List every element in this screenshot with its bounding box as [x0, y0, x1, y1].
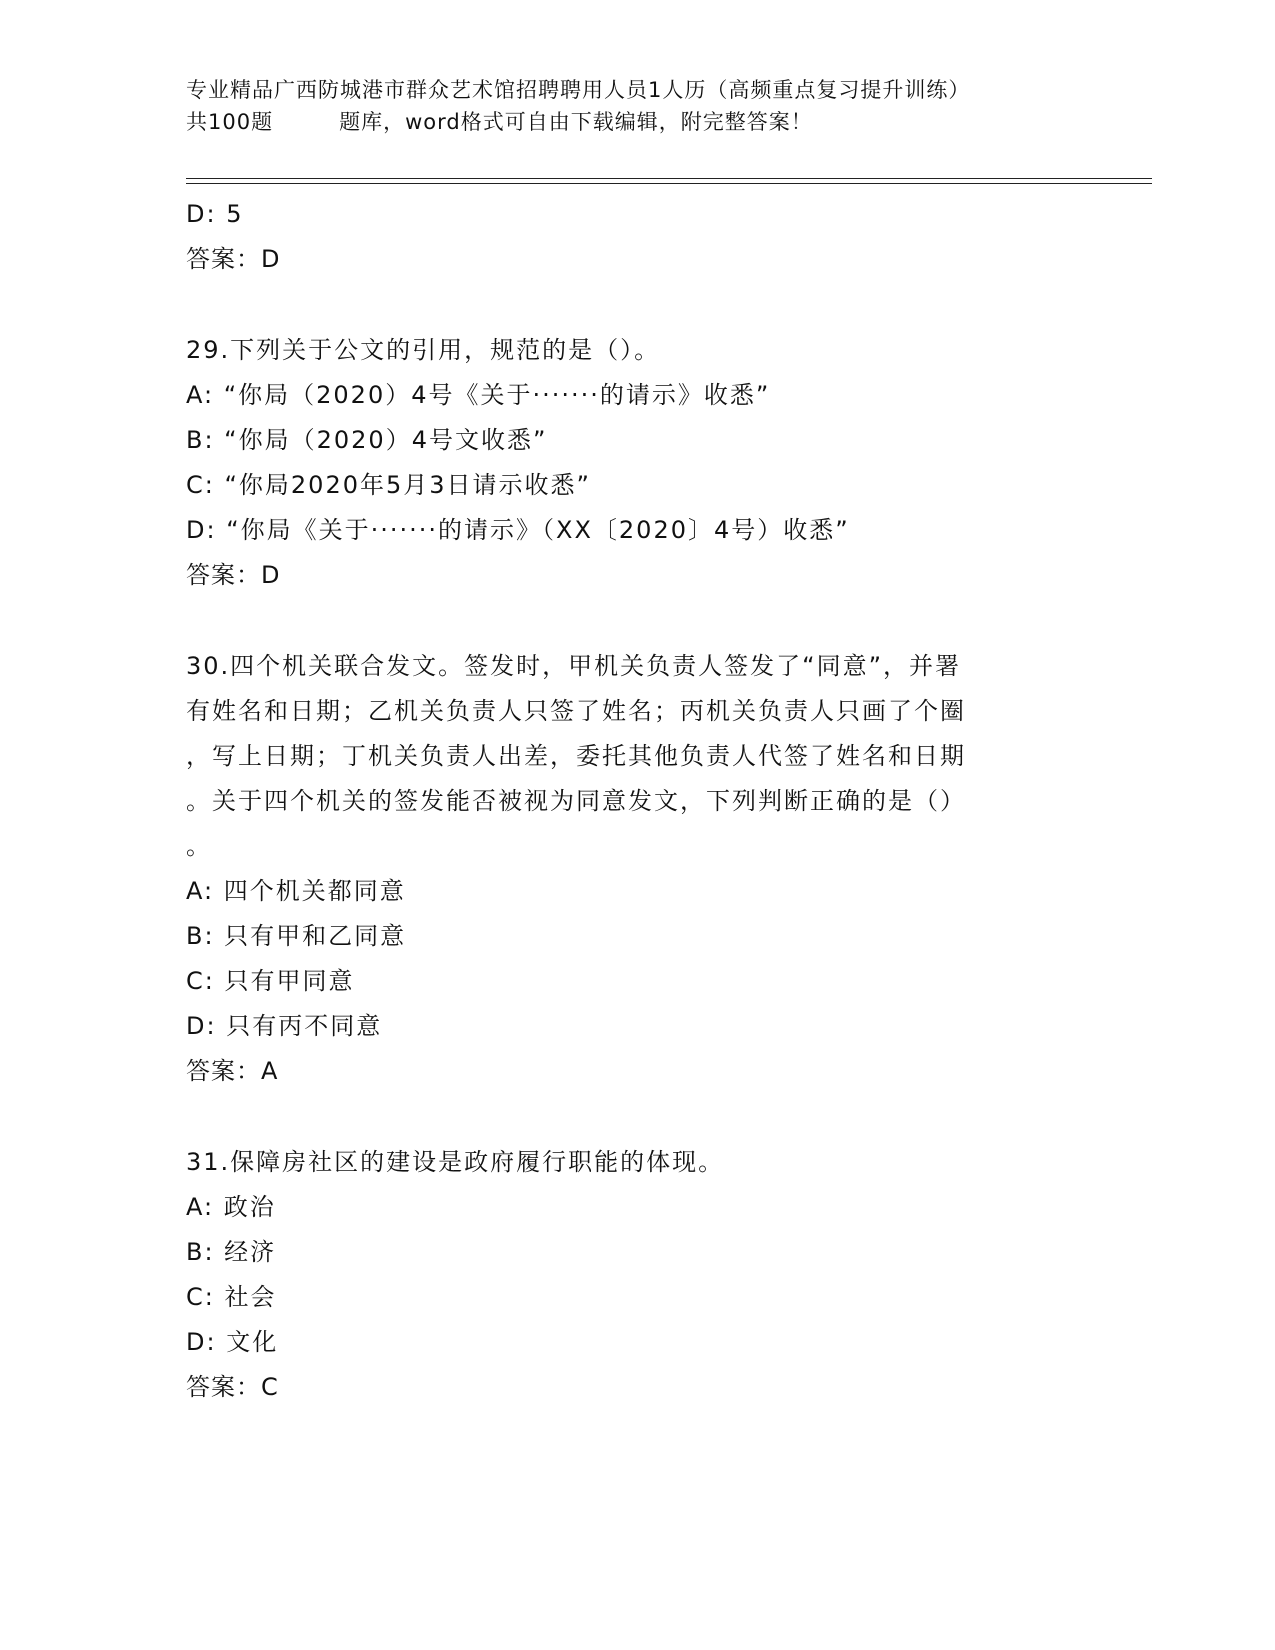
question-30 — [186, 644, 1086, 1094]
option-c: C: 社会 — [186, 1283, 277, 1311]
question-stem-line: 。 — [186, 832, 212, 860]
option-b: B: “你局（2020）4号文收悉” — [186, 426, 548, 454]
option-c: C: 只有甲同意 — [186, 967, 355, 995]
header-description: 题库，word格式可自由下载编辑，附完整答案！ — [339, 110, 813, 134]
question-31 — [186, 1140, 1086, 1410]
prev-answer: 答案：D — [186, 245, 281, 273]
question-stem-line: ，写上日期；丁机关负责人出差，委托其他负责人代签了姓名和日期 — [186, 742, 966, 770]
answer: 答案：A — [186, 1057, 279, 1085]
option-a: A: “你局（2020）4号《关于·······的请示》收悉” — [186, 381, 771, 409]
header-divider-thick — [186, 183, 1152, 184]
answer: 答案：D — [186, 561, 281, 589]
question-stem-line: 有姓名和日期；乙机关负责人只签了姓名；丙机关负责人只画了个圈 — [186, 697, 966, 725]
header-divider-thin — [186, 178, 1152, 179]
header-title-line: 专业精品广西防城港市群众艺术馆招聘聘用人员1人历（高频重点复习提升训练） — [186, 78, 971, 102]
question-29 — [186, 328, 1086, 598]
option-c: C: “你局2020年5月3日请示收悉” — [186, 471, 591, 499]
question-stem: 29.下列关于公文的引用，规范的是（）。 — [186, 336, 661, 364]
option-a: A: 政治 — [186, 1193, 276, 1221]
header-subtitle-line — [186, 106, 1086, 138]
question-stem-line: 30.四个机关联合发文。签发时，甲机关负责人签发了“同意”，并署 — [186, 652, 962, 680]
option-b: B: 只有甲和乙同意 — [186, 922, 407, 950]
option-b: B: 经济 — [186, 1238, 277, 1266]
option-d: D: 只有丙不同意 — [186, 1012, 383, 1040]
option-a: A: 四个机关都同意 — [186, 877, 406, 905]
question-content — [186, 192, 1086, 1410]
option-d: D: 文化 — [186, 1328, 279, 1356]
prev-option-d: D: 5 — [186, 200, 244, 228]
question-stem-line: 。关于四个机关的签发能否被视为同意发文，下列判断正确的是（） — [186, 787, 966, 815]
answer: 答案：C — [186, 1373, 279, 1401]
option-d: D: “你局《关于·······的请示》（XX〔2020〕4号）收悉” — [186, 516, 850, 544]
document-header — [186, 74, 1086, 138]
question-stem: 31.保障房社区的建设是政府履行职能的体现。 — [186, 1148, 725, 1176]
header-question-count: 共100题 — [186, 110, 274, 134]
